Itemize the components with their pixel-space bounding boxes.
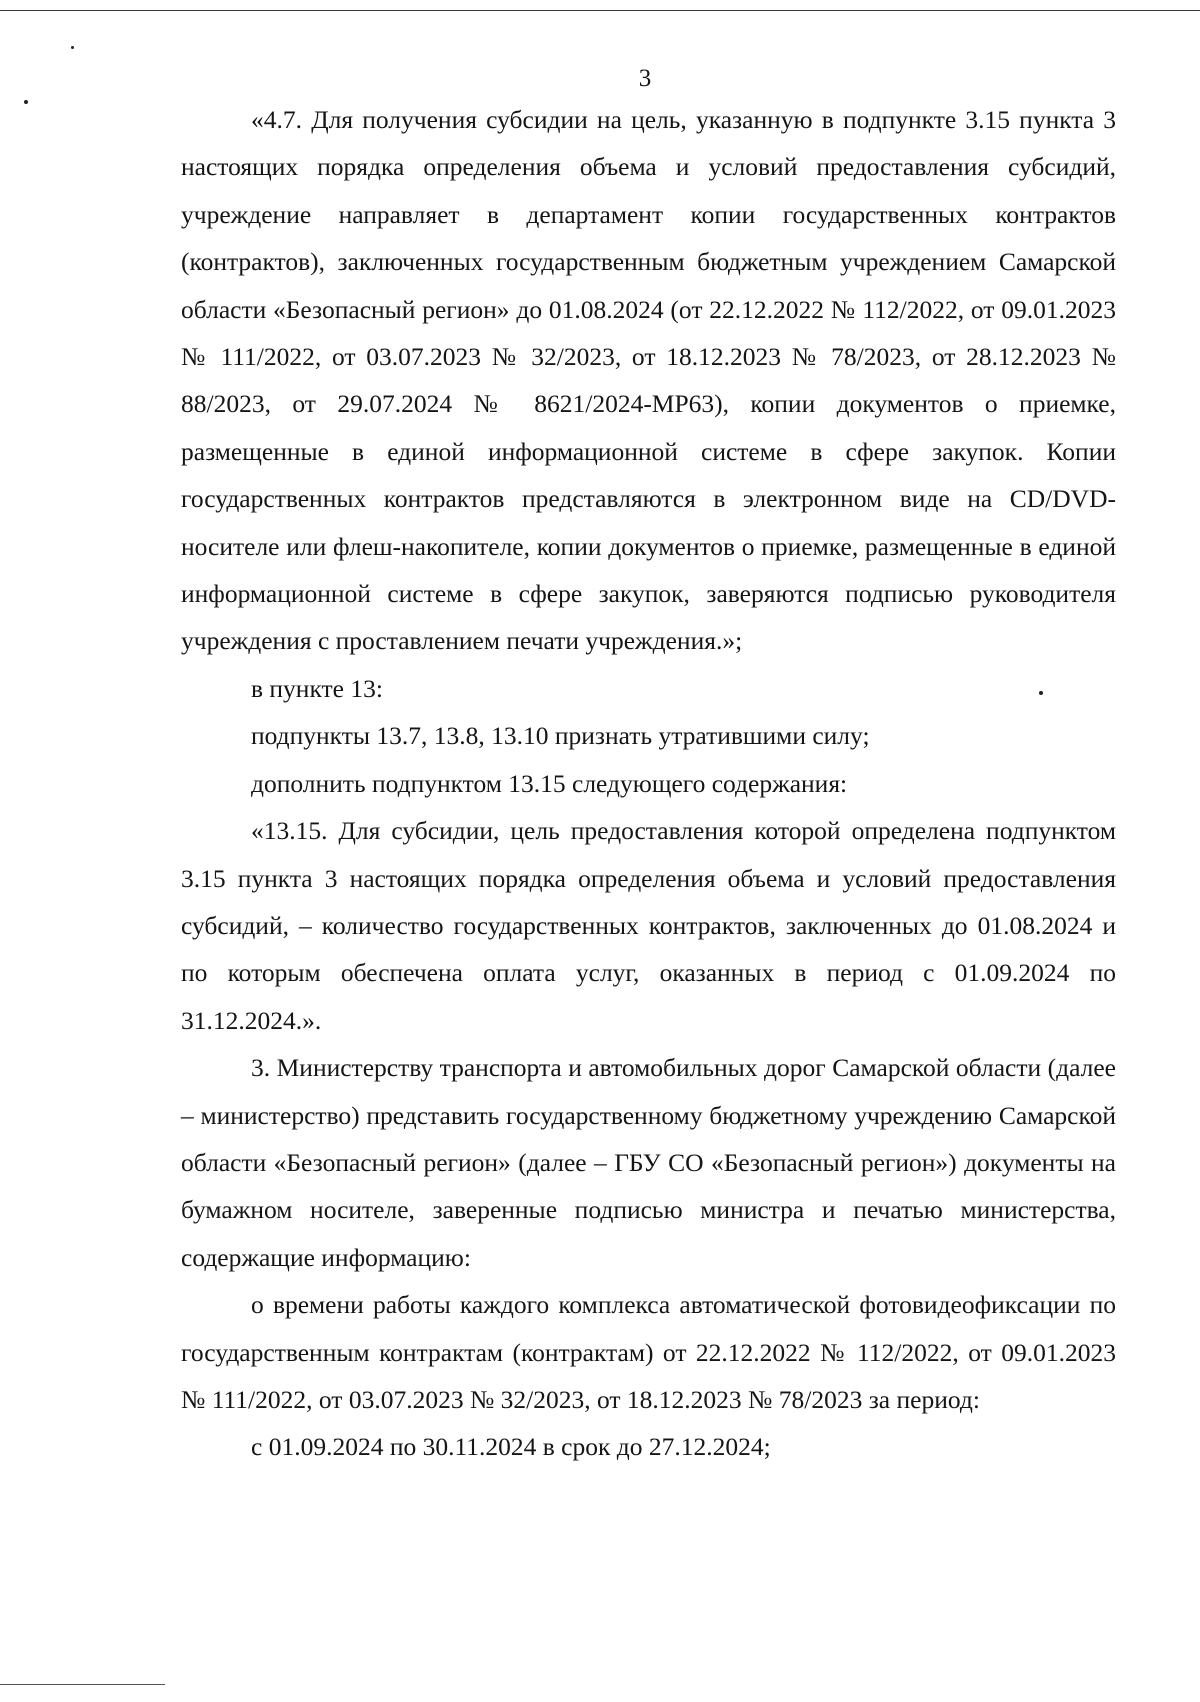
page-number: 3 <box>638 65 652 92</box>
paragraph-operation-time: о времени работы каждого комплекса автоматической фотовидеофиксации по государственным контрактам (контрактам) от 22.12.2022 № 112/2022, от 09.01.2023 № 111/2022, от 03.07.2023 № 32/2023, от 18.12.2023 № 78/2023 за период: <box>181 1290 1116 1414</box>
scan-edge-line <box>0 10 1200 11</box>
paragraph-add-subpoint: дополнить подпунктом 13.15 следующего содержания: <box>251 768 848 798</box>
paragraph-subsidy-4-7: «4.7. Для получения субсидии на цель, указанную в подпункте 3.15 пункта 3 настоящих порядка определения объема и условий предоставления субсидий, учреждение направляет в департамент копии государственных контрактов (контрактов), заключенных государственным бюджетным учреждением Самарской области «Безопасный регион» до 01.08.2024 (от 22.12.2022 № 112/2022, от 09.01.2023 № 111/2022, от 03.07.2023 № 32/2023, от 18.12.2023 № 78/2023, от 28.12.2023 № 88/2023, от 29.07.2024 № 8621/2024-МР63), копии документов о приемке, размещенные в единой информационной системе в сфере закупок. Копии государственных контрактов представляются в электронном виде на CD/DVD-носителе или флеш-накопителе, копии документов о приемке, размещенные в единой информационной системе в сфере закупок, заверяются подписью руководителя учреждения с проставлением печати учреждения.»; <box>181 105 1116 656</box>
document-body <box>181 96 1116 1471</box>
paragraph-subsidy-13-15: «13.15. Для субсидии, цель предоставления которой определена подпунктом 3.15 пункта 3 настоящих порядка определения объема и условий предоставления субсидий, – количество государственных контрактов, заключенных до 01.08.2024 и по которым обеспечена оплата услуг, оказанных в период с 01.09.2024 по 31.12.2024.». <box>181 816 1116 1035</box>
scan-speck <box>71 46 74 49</box>
paragraph-subpoints-void: подпункты 13.7, 13.8, 13.10 признать утратившими силу; <box>251 721 870 751</box>
paragraph-period: с 01.09.2024 по 30.11.2024 в срок до 27.12.2024; <box>251 1432 771 1462</box>
paragraph-point-13: в пункте 13: <box>251 673 383 703</box>
paragraph-ministry-3: 3. Министерству транспорта и автомобильных дорог Самарской области (далее – министерство) представить государственному бюджетному учреждению Самарской области «Безопасный регион» (далее – ГБУ СО «Безопасный регион») документы на бумажном носителе, заверенные подписью министра и печатью министерства, содержащие информацию: <box>181 1053 1116 1272</box>
footnote-line <box>0 1684 165 1685</box>
scan-speck <box>24 100 28 104</box>
